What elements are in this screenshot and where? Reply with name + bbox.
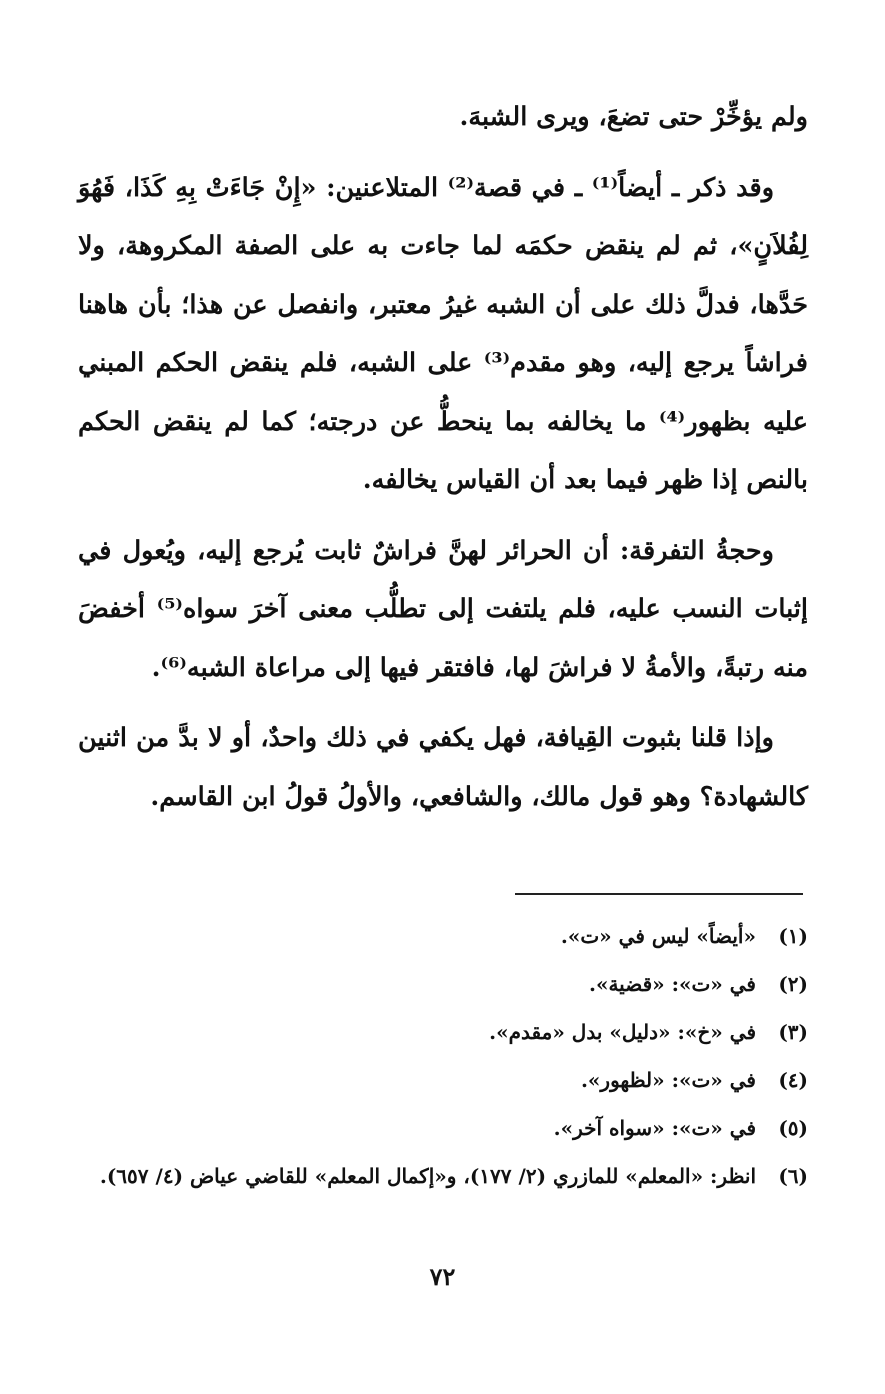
- footnote-text: «أيضاً» ليس في «ت».: [560, 924, 756, 948]
- footnote-3: [78, 1008, 808, 1056]
- footnote-number: (٦): [778, 1164, 808, 1188]
- footnote-separator: [515, 893, 803, 895]
- footnote-number: (٥): [778, 1116, 808, 1140]
- footnote-text: في «ت»: «لظهور».: [580, 1068, 756, 1092]
- main-text: [78, 88, 808, 838]
- paragraph-3: وحجةُ التفرقة: أن الحرائر لهنَّ فراشٌ ثابت يُرجع إليه، ويُعول في إثبات النسب عليه، فلم يلتفت إلى تطلُّب معنى آخرَ سواه⁽⁵⁾ أخفضَ منه رتبةً، والأمةُ لا فراشَ لها، فافتقر فيها إلى مراعاة الشبه⁽⁶⁾.: [78, 535, 808, 683]
- footnote-4: [78, 1056, 808, 1104]
- footnote-number: (٢): [778, 972, 808, 996]
- paragraph-1: ولم يؤخِّرْ حتى تضعَ، ويرى الشبهَ.: [459, 102, 808, 132]
- footnote-2: [78, 960, 808, 1008]
- footnote-number: (١): [778, 924, 808, 948]
- footnote-5: [78, 1104, 808, 1152]
- footnote-text: في «خ»: «دليل» بدل «مقدم».: [489, 1020, 756, 1044]
- footnote-number: (٤): [778, 1068, 808, 1092]
- footnote-text: في «ت»: «سواه آخر».: [553, 1116, 756, 1140]
- paragraph-4: وإذا قلنا بثبوت القِيافة، فهل يكفي في ذلك واحدٌ، أو لا بدَّ من اثنين كالشهادة؟ وهو قول مالك، والشافعي، والأولُ قولُ ابن القاسم.: [78, 723, 808, 812]
- footnote-text: انظر: «المعلم» للمازري (٢/ ١٧٧)، و«إكمال المعلم» للقاضي عياض (٤/ ٦٥٧).: [99, 1164, 756, 1188]
- footnotes: [78, 912, 808, 1200]
- page-number: ٧٢: [429, 1262, 456, 1291]
- paragraph-2: وقد ذكر ـ أيضاً⁽¹⁾ ـ في قصة⁽²⁾ المتلاعنين: «إِنْ جَاءَتْ بِهِ كَذَا، فَهُوَ لِفُلاَنٍ»، ثم لم ينقض حكمَه لما جاءت به على الصفة المكروهة، ولا حَدَّها، فدلَّ ذلك على أن الشبه غيرُ معتبر، وانفصل عن هذا؛ بأن هاهنا فراشاً يرجع إليه، وهو مقدم⁽³⁾ على الشبه، فلم ينقض الحكم المبني عليه بظهور⁽⁴⁾ ما يخالفه بما ينحطُّ عن درجته؛ كما لم ينقض الحكم بالنص إذا ظهر فيما بعد أن القياس يخالفه.: [78, 172, 808, 495]
- footnote-number: (٣): [778, 1020, 808, 1044]
- footnote-1: [78, 912, 808, 960]
- footnote-6: [78, 1152, 808, 1200]
- footnote-text: في «ت»: «قضية».: [589, 972, 756, 996]
